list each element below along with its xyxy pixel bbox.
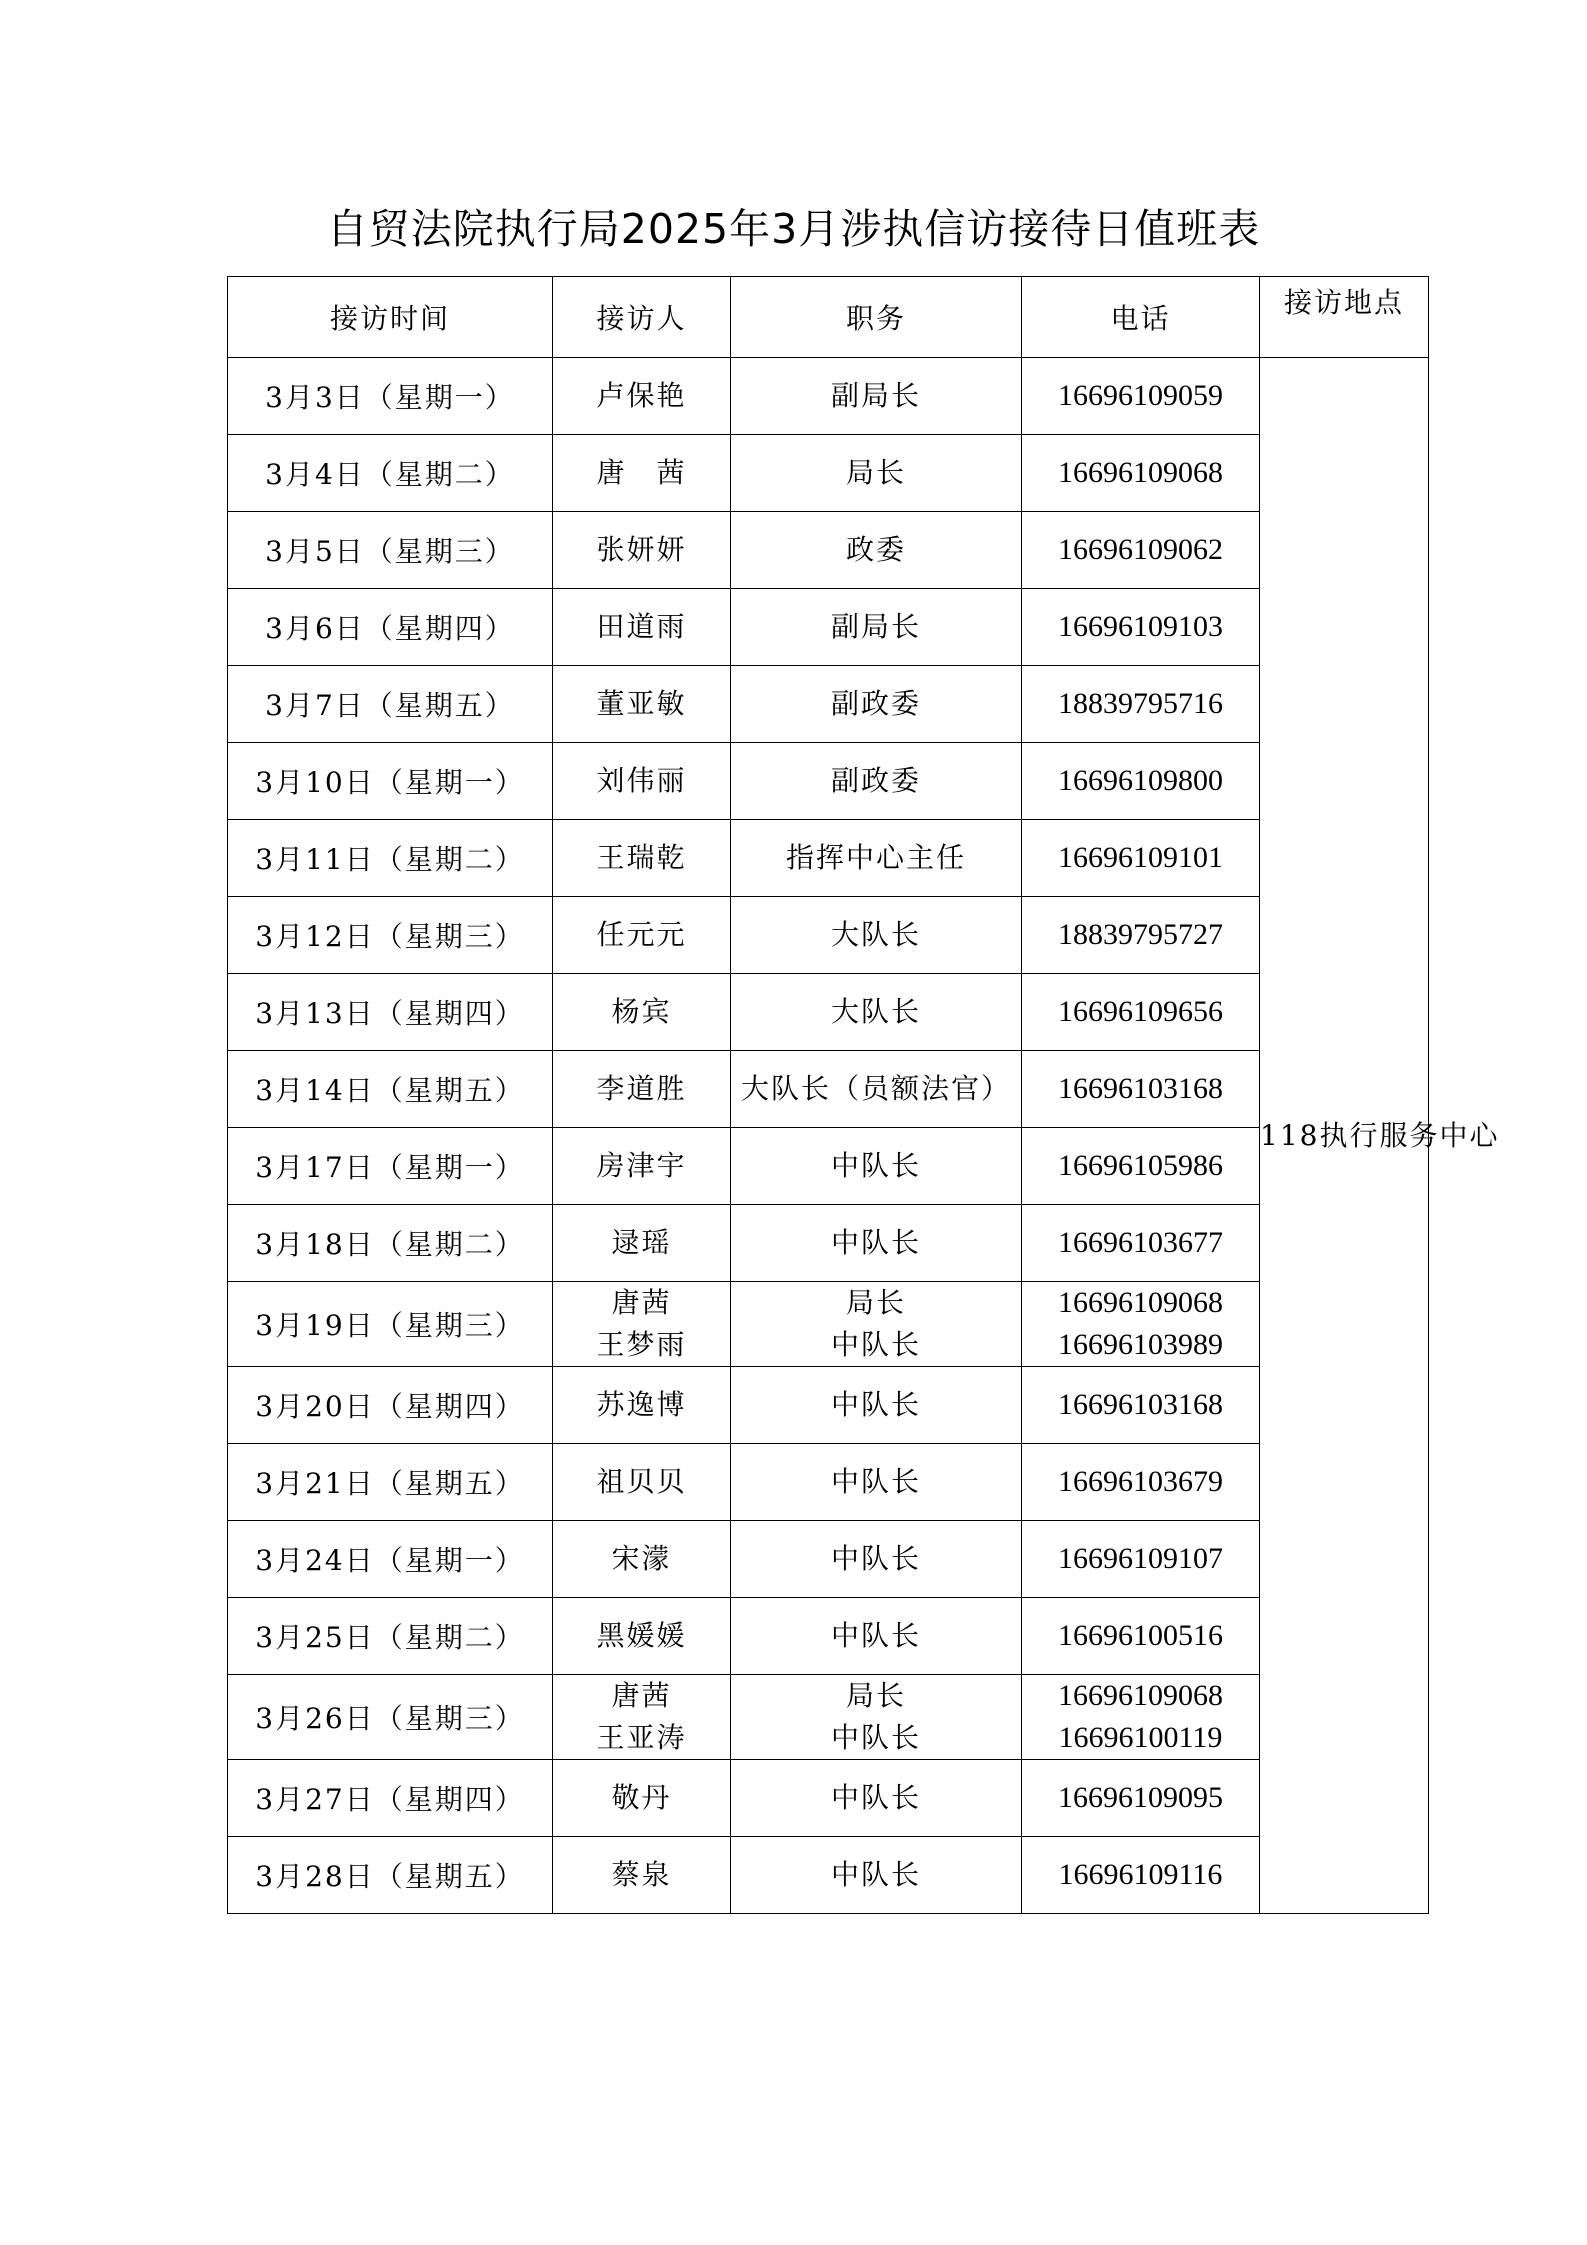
phone-cell-line: 16696109656 xyxy=(1058,995,1223,1028)
table-row xyxy=(228,1128,1429,1205)
position-cell-line: 局长 xyxy=(845,1679,906,1712)
date-cell: 3月18日（星期二） xyxy=(228,1205,553,1282)
date-cell: 3月7日（星期五） xyxy=(228,666,553,743)
phone-cell-line: 16696103989 xyxy=(1058,1328,1223,1361)
person-cell-line: 宋濛 xyxy=(611,1542,672,1575)
date-cell: 3月13日（星期四） xyxy=(228,974,553,1051)
position-cell xyxy=(731,974,1022,1051)
phone-cell-line: 16696103679 xyxy=(1058,1465,1223,1498)
duty-table xyxy=(227,276,1500,1914)
person-cell-line: 逯瑶 xyxy=(611,1226,672,1259)
position-cell xyxy=(731,358,1022,435)
position-cell xyxy=(731,666,1022,743)
phone-cell-line: 16696109095 xyxy=(1058,1781,1223,1814)
person-cell-line: 李道胜 xyxy=(596,1072,687,1105)
person-cell xyxy=(553,1128,731,1205)
table-row xyxy=(228,974,1429,1051)
position-cell-line: 中队长 xyxy=(830,1721,921,1754)
person-cell-line: 田道雨 xyxy=(596,610,687,643)
position-cell-line: 局长 xyxy=(845,456,906,489)
phone-cell-line: 16696109101 xyxy=(1058,841,1223,874)
table-row xyxy=(228,358,1429,435)
person-cell-line: 唐茜 xyxy=(611,1286,672,1319)
phone-cell-line: 16696100119 xyxy=(1058,1721,1223,1754)
person-cell-line: 王梦雨 xyxy=(596,1328,687,1361)
position-cell-line: 副政委 xyxy=(830,764,921,797)
phone-cell xyxy=(1022,1675,1260,1760)
person-cell-line: 唐茜 xyxy=(611,1679,672,1712)
position-cell-line: 副局长 xyxy=(830,379,921,412)
table-row xyxy=(228,897,1429,974)
date-cell: 3月6日（星期四） xyxy=(228,589,553,666)
phone-cell xyxy=(1022,974,1260,1051)
table-row xyxy=(228,1205,1429,1282)
table-row xyxy=(228,1521,1429,1598)
date-cell: 3月19日（星期三） xyxy=(228,1282,553,1367)
phone-cell-line: 16696109107 xyxy=(1058,1542,1223,1575)
person-cell-line: 刘伟丽 xyxy=(596,764,687,797)
phone-cell xyxy=(1022,666,1260,743)
person-cell xyxy=(553,1837,731,1914)
phone-cell-line: 16696109116 xyxy=(1058,1858,1223,1891)
date-cell: 3月10日（星期一） xyxy=(228,743,553,820)
date-cell: 3月24日（星期一） xyxy=(228,1521,553,1598)
table-body xyxy=(228,358,1500,1914)
position-cell-line: 中队长 xyxy=(830,1858,921,1891)
phone-cell-line: 16696103677 xyxy=(1058,1226,1223,1259)
position-cell-line: 指挥中心主任 xyxy=(785,841,966,874)
phone-cell xyxy=(1022,1051,1260,1128)
position-cell xyxy=(731,820,1022,897)
person-cell-line: 房津宇 xyxy=(596,1149,687,1182)
phone-cell xyxy=(1022,1444,1260,1521)
date-cell: 3月20日（星期四） xyxy=(228,1367,553,1444)
position-cell-line: 中队长 xyxy=(830,1149,921,1182)
person-cell xyxy=(553,820,731,897)
person-cell-line: 敬丹 xyxy=(611,1781,672,1814)
table-row xyxy=(228,1367,1429,1444)
header-phone: 电话 xyxy=(1022,277,1260,358)
header-time: 接访时间 xyxy=(228,277,553,358)
phone-cell xyxy=(1022,1760,1260,1837)
person-cell xyxy=(553,358,731,435)
position-cell xyxy=(731,1205,1022,1282)
phone-cell-line: 16696109800 xyxy=(1058,764,1223,797)
position-cell-line: 中队长 xyxy=(830,1781,921,1814)
position-cell-line: 大队长 xyxy=(830,918,921,951)
phone-cell xyxy=(1022,589,1260,666)
person-cell-line: 任元元 xyxy=(596,918,687,951)
position-cell xyxy=(731,1760,1022,1837)
location-cell: 118执行服务中心 xyxy=(1260,358,1429,1914)
person-cell xyxy=(553,1521,731,1598)
phone-cell-line: 16696105986 xyxy=(1058,1149,1223,1182)
person-cell xyxy=(553,1598,731,1675)
position-cell xyxy=(731,1051,1022,1128)
phone-cell xyxy=(1022,1282,1260,1367)
person-cell xyxy=(553,512,731,589)
position-cell-line: 中队长 xyxy=(830,1388,921,1421)
phone-cell xyxy=(1022,512,1260,589)
position-cell xyxy=(731,435,1022,512)
header-location: 接访地点 xyxy=(1260,277,1429,358)
person-cell xyxy=(553,974,731,1051)
person-cell xyxy=(553,1205,731,1282)
position-cell xyxy=(731,1282,1022,1367)
date-cell: 3月14日（星期五） xyxy=(228,1051,553,1128)
date-cell: 3月21日（星期五） xyxy=(228,1444,553,1521)
position-cell xyxy=(731,589,1022,666)
person-cell xyxy=(553,1367,731,1444)
person-cell xyxy=(553,435,731,512)
phone-cell-line: 16696109068 xyxy=(1058,1286,1223,1319)
position-cell xyxy=(731,897,1022,974)
person-cell xyxy=(553,1760,731,1837)
person-cell xyxy=(553,666,731,743)
phone-cell-line: 16696109103 xyxy=(1058,610,1223,643)
phone-cell-line: 16696109068 xyxy=(1058,456,1223,489)
date-cell: 3月3日（星期一） xyxy=(228,358,553,435)
date-cell: 3月26日（星期三） xyxy=(228,1675,553,1760)
header-position: 职务 xyxy=(731,277,1022,358)
table-row xyxy=(228,1282,1429,1367)
person-cell-line: 王亚涛 xyxy=(596,1721,687,1754)
phone-cell-line: 16696103168 xyxy=(1058,1072,1223,1105)
table-row xyxy=(228,512,1429,589)
phone-cell xyxy=(1022,1837,1260,1914)
date-cell: 3月25日（星期二） xyxy=(228,1598,553,1675)
position-cell-line: 局长 xyxy=(845,1286,906,1319)
phone-cell xyxy=(1022,1205,1260,1282)
date-cell: 3月12日（星期三） xyxy=(228,897,553,974)
phone-cell xyxy=(1022,1598,1260,1675)
person-cell-line: 卢保艳 xyxy=(596,379,687,412)
phone-cell xyxy=(1022,820,1260,897)
table-row xyxy=(228,1598,1429,1675)
phone-cell-line: 16696109068 xyxy=(1058,1679,1223,1712)
position-cell-line: 副局长 xyxy=(830,610,921,643)
table-row xyxy=(228,1760,1429,1837)
position-cell xyxy=(731,512,1022,589)
table-header-row xyxy=(228,277,1429,358)
date-cell: 3月5日（星期三） xyxy=(228,512,553,589)
header-person: 接访人 xyxy=(553,277,731,358)
person-cell-line: 董亚敏 xyxy=(596,687,687,720)
person-cell-line: 蔡泉 xyxy=(611,1858,672,1891)
person-cell xyxy=(553,1444,731,1521)
position-cell-line: 中队长 xyxy=(830,1542,921,1575)
person-cell-line: 唐 茜 xyxy=(596,456,687,489)
table-row xyxy=(228,820,1429,897)
position-cell-line: 中队长 xyxy=(830,1465,921,1498)
date-cell: 3月17日（星期一） xyxy=(228,1128,553,1205)
position-cell-line: 大队长（员额法官） xyxy=(740,1072,1011,1105)
person-cell-line: 祖贝贝 xyxy=(596,1465,687,1498)
position-cell-line: 中队长 xyxy=(830,1328,921,1361)
phone-cell xyxy=(1022,1367,1260,1444)
position-cell xyxy=(731,1444,1022,1521)
table-row xyxy=(228,435,1429,512)
person-cell xyxy=(553,1282,731,1367)
phone-cell-line: 16696100516 xyxy=(1058,1619,1223,1652)
person-cell xyxy=(553,1675,731,1760)
person-cell-line: 张妍妍 xyxy=(596,533,687,566)
date-cell: 3月4日（星期二） xyxy=(228,435,553,512)
person-cell-line: 黑媛媛 xyxy=(596,1619,687,1652)
person-cell xyxy=(553,589,731,666)
table-row xyxy=(228,1675,1429,1760)
person-cell xyxy=(553,1051,731,1128)
person-cell xyxy=(553,743,731,820)
position-cell xyxy=(731,1598,1022,1675)
table-row xyxy=(228,743,1429,820)
date-cell: 3月28日（星期五） xyxy=(228,1837,553,1914)
page-title: 自贸法院执行局2025年3月涉执信访接待日值班表 xyxy=(326,205,1261,253)
position-cell-line: 政委 xyxy=(845,533,906,566)
position-cell xyxy=(731,1521,1022,1598)
date-cell: 3月11日（星期二） xyxy=(228,820,553,897)
person-cell-line: 杨宾 xyxy=(611,995,672,1028)
position-cell-line: 中队长 xyxy=(830,1619,921,1652)
person-cell-line: 苏逸博 xyxy=(596,1388,687,1421)
phone-cell xyxy=(1022,743,1260,820)
date-cell: 3月27日（星期四） xyxy=(228,1760,553,1837)
table-row xyxy=(228,666,1429,743)
position-cell xyxy=(731,1675,1022,1760)
table-row xyxy=(228,1444,1429,1521)
position-cell-line: 中队长 xyxy=(830,1226,921,1259)
position-cell-line: 副政委 xyxy=(830,687,921,720)
position-cell-line: 大队长 xyxy=(830,995,921,1028)
phone-cell xyxy=(1022,1128,1260,1205)
position-cell xyxy=(731,1367,1022,1444)
table-row xyxy=(228,589,1429,666)
position-cell xyxy=(731,743,1022,820)
person-cell-line: 王瑞乾 xyxy=(596,841,687,874)
phone-cell xyxy=(1022,897,1260,974)
position-cell xyxy=(731,1837,1022,1914)
phone-cell-line: 18839795716 xyxy=(1058,687,1223,720)
table-row xyxy=(228,1051,1429,1128)
phone-cell xyxy=(1022,435,1260,512)
phone-cell xyxy=(1022,1521,1260,1598)
phone-cell-line: 16696109059 xyxy=(1058,379,1223,412)
person-cell xyxy=(553,897,731,974)
phone-cell xyxy=(1022,358,1260,435)
phone-cell-line: 16696109062 xyxy=(1058,533,1223,566)
position-cell xyxy=(731,1128,1022,1205)
phone-cell-line: 16696103168 xyxy=(1058,1388,1223,1421)
phone-cell-line: 18839795727 xyxy=(1058,918,1223,951)
table-row xyxy=(228,1837,1429,1914)
